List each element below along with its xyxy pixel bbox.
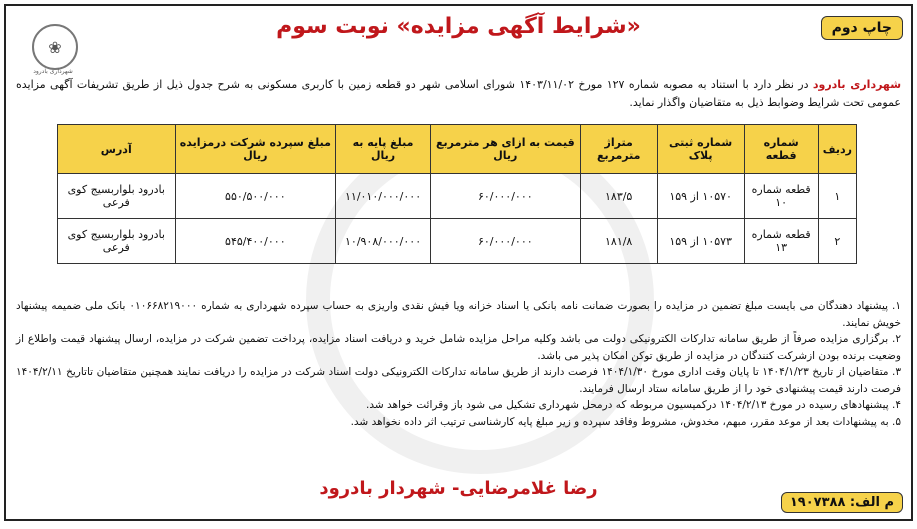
cell-base-price: ۱۰/۹۰۸/۰۰۰/۰۰۰ bbox=[336, 219, 431, 264]
ad-page bbox=[4, 4, 913, 521]
cell-address: بادرود بلواربسیج کوی فرعی bbox=[58, 174, 176, 219]
col-address: آدرس bbox=[58, 125, 176, 174]
col-area: متراژ مترمربع bbox=[580, 125, 657, 174]
cell-price-per-m2: ۶۰/۰۰۰/۰۰۰ bbox=[430, 219, 580, 264]
term-item: ۱. پیشنهاد دهندگان می بایست مبلغ تضمین در مزایده را بصورت ضمانت نامه بانکی یا اسناد خزانه ویا فیش نقدی واریزی به حساب سپرده شهرداری به شماره ۰۱۰۶۶۸۲۱۹۰۰۰ بانک ملی ضمیمه پیشنهاد خویش نمایند. bbox=[16, 300, 902, 329]
terms-list bbox=[16, 298, 901, 430]
cell-area: ۱۸۳/۵ bbox=[580, 174, 657, 219]
intro-paragraph bbox=[16, 76, 901, 112]
col-row: ردیف bbox=[818, 125, 856, 174]
cell-base-price: ۱۱/۰۱۰/۰۰۰/۰۰۰ bbox=[336, 174, 431, 219]
cell-registration: ۱۰۵۷۰ از ۱۵۹ bbox=[657, 174, 744, 219]
headline: «شرایط آگهی مزایده» نوبت سوم bbox=[276, 14, 641, 39]
ad-code: م الف: ۱۹۰۷۳۸۸ bbox=[781, 492, 903, 513]
signature: رضا غلامرضایی- شهردار بادرود bbox=[319, 478, 598, 499]
cell-address: بادرود بلواربسیج کوی فرعی bbox=[58, 219, 176, 264]
intro-lead: شهرداری بادرود bbox=[812, 78, 902, 91]
col-base-price: مبلغ پایه به ریال bbox=[336, 125, 431, 174]
intro-text: در نظر دارد با استناد به مصوبه شماره ۱۲۷ مورخ ۱۴۰۳/۱۱/۰۲ شورای اسلامی شهر دو قطعه زمین با کاربری مسکونی به شرح جدول ذیل از طریق تشریفات آگهی مزایده عمومی تحت شرایط وضوابط ذیل به متقاضیان واگذار نماید. bbox=[16, 78, 901, 109]
cell-row: ۱ bbox=[818, 174, 856, 219]
term-item: ۵. به پیشنهادات بعد از موعد مقرر، مبهم، مخدوش، مشروط وفاقد سپرده و زیر مبلغ پایه کارشناسی ترتیب اثر داده نخواهد شد. bbox=[350, 415, 901, 428]
col-registration: شماره ثبتی پلاک bbox=[657, 125, 744, 174]
table-header-row bbox=[58, 125, 857, 174]
col-plot: شماره قطعه bbox=[744, 125, 818, 174]
term-item: ۲. برگزاری مزایده صرفاً از طریق سامانه تدارکات الکترونیکی دولت می باشد وکلیه مراحل مزایده شامل خرید و دریافت اسناد مزایده، پرداخت تضمین شرکت در مزایده، ارسال پیشنهاد قیمت واطلاع از وضعیت برنده بودن ازشرکت کنندگان در مزایده از طریق توکن امکان پذیر می باشد. bbox=[16, 333, 901, 362]
col-price-per-m2: قیمت به ازای هر مترمربع ریال bbox=[430, 125, 580, 174]
cell-area: ۱۸۱/۸ bbox=[580, 219, 657, 264]
print-badge: چاپ دوم bbox=[821, 16, 903, 40]
cell-plot: قطعه شماره ۱۳ bbox=[744, 219, 818, 264]
table-row bbox=[58, 219, 857, 264]
auction-table bbox=[57, 124, 857, 264]
cell-registration: ۱۰۵۷۳ از ۱۵۹ bbox=[657, 219, 744, 264]
col-deposit: مبلغ سپرده شرکت درمزایده ریال bbox=[175, 125, 336, 174]
term-item: ۴. پیشنهادهای رسیده در مورخ ۱۴۰۴/۲/۱۳ درکمیسیون مربوطه که درمحل شهرداری تشکیل می شود باز وقرائت خواهد شد. bbox=[366, 399, 901, 411]
cell-row: ۲ bbox=[818, 219, 856, 264]
cell-deposit: ۵۴۵/۴۰۰/۰۰۰ bbox=[175, 219, 336, 264]
cell-deposit: ۵۵۰/۵۰۰/۰۰۰ bbox=[175, 174, 336, 219]
cell-plot: قطعه شماره ۱۰ bbox=[744, 174, 818, 219]
term-item: ۳. متقاضیان از تاریخ ۱۴۰۴/۱/۲۳ تا پایان وقت اداری مورخ ۱۴۰۴/۱/۳۰ فرصت دارند از طریق سامانه تدارکات الکترونیکی دولت اسناد شرکت در مزایده را دریافت نمایند همچنین متقاضیان تاتاریخ ۱۴۰۴/۲/۱۱ فرصت دارند قیمت پیشنهادی خود را از طریق سامانه ستاد ارسال فرمایند. bbox=[16, 366, 901, 395]
cell-price-per-m2: ۶۰/۰۰۰/۰۰۰ bbox=[430, 174, 580, 219]
table-row bbox=[58, 174, 857, 219]
logo-caption: شهرداری بادرود bbox=[33, 68, 73, 75]
municipality-emblem-icon: ❀ bbox=[32, 24, 78, 70]
